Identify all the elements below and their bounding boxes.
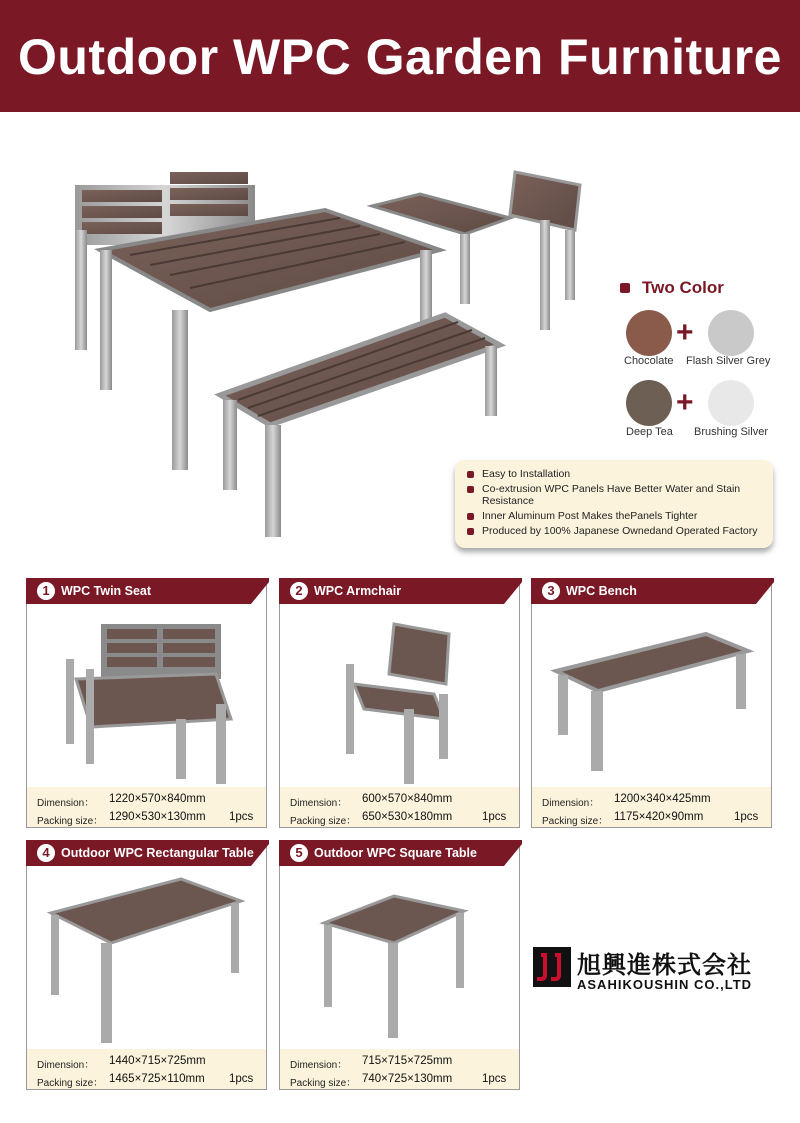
hero-armchair <box>510 172 580 330</box>
card-number: 4 <box>37 844 55 862</box>
features-box <box>455 460 773 548</box>
dimension-value: 600×570×840mm <box>362 793 453 805</box>
bench-image <box>536 609 769 787</box>
bullet-icon <box>467 528 474 535</box>
card-title: WPC Armchair <box>314 584 402 598</box>
card-specs: Dimension： 715×715×725mm Packing size： 740×725×130mm 1pcs <box>280 1049 519 1089</box>
swatch-brushing-silver <box>708 380 754 426</box>
dimension-value: 1200×340×425mm <box>614 793 711 805</box>
product-card-bench <box>531 578 772 828</box>
feature-item: Produced by 100% Japanese Ownedand Operated Factory <box>467 525 763 537</box>
quantity-value: 1pcs <box>229 1073 254 1085</box>
swatch-label-deep-tea: Deep Tea <box>626 426 673 438</box>
card-specs: Dimension： 600×570×840mm Packing size： 650×530×180mm 1pcs <box>280 787 519 827</box>
page-title: Outdoor WPC Garden Furniture <box>18 29 782 85</box>
product-card-square-table <box>279 840 520 1090</box>
card-header <box>26 840 269 866</box>
dimension-value: 1220×570×840mm <box>109 793 206 805</box>
packing-value: 1290×530×130mm <box>109 811 206 823</box>
packing-value: 1175×420×90mm <box>614 811 704 823</box>
dimension-value: 1440×715×725mm <box>109 1055 206 1067</box>
color-options <box>620 272 790 452</box>
packing-value: 650×530×180mm <box>362 811 453 823</box>
bullet-icon <box>467 471 474 478</box>
card-title: Outdoor WPC Square Table <box>314 846 477 860</box>
bullet-icon <box>467 513 474 520</box>
swatch-deep-tea <box>626 380 672 426</box>
product-card-rectangular-table <box>26 840 267 1090</box>
company-logo <box>533 945 773 995</box>
logo-mark-icon <box>533 947 571 987</box>
packing-value: 1465×725×110mm <box>109 1073 205 1085</box>
company-name-en: ASAHIKOUSHIN CO.,LTD <box>577 977 753 992</box>
product-card-armchair <box>279 578 520 828</box>
card-header <box>26 578 269 604</box>
company-name-jp: 旭興進株式会社 <box>577 951 752 979</box>
quantity-value: 1pcs <box>734 811 759 823</box>
swatch-flash-silver-grey <box>708 310 754 356</box>
card-header <box>531 578 774 604</box>
bullet-icon <box>620 283 630 293</box>
bullet-icon <box>467 486 474 493</box>
card-title: WPC Twin Seat <box>61 584 152 598</box>
swatch-label-chocolate: Chocolate <box>624 355 674 367</box>
card-title: WPC Bench <box>566 584 637 598</box>
color-options-title: Two Color <box>642 278 724 297</box>
card-specs: Dimension： 1200×340×425mm Packing size： 1175×420×90mm 1pcs <box>532 787 771 827</box>
feature-item: Co-extrusion WPC Panels Have Better Water and Stain Resistance <box>467 483 763 507</box>
card-number: 1 <box>37 582 55 600</box>
plus-icon: + <box>676 386 694 419</box>
quantity-value: 1pcs <box>482 811 507 823</box>
card-number: 3 <box>542 582 560 600</box>
header-banner <box>0 0 800 112</box>
card-number: 5 <box>290 844 308 862</box>
feature-item: Easy to Installation <box>467 468 763 480</box>
dimension-value: 715×715×725mm <box>362 1055 453 1067</box>
feature-item: Inner Aluminum Post Makes thePanels Tighter <box>467 510 763 522</box>
quantity-value: 1pcs <box>482 1073 507 1085</box>
plus-icon: + <box>676 316 694 349</box>
card-header <box>279 578 522 604</box>
card-title: Outdoor WPC Rectangular Table <box>61 846 254 860</box>
packing-value: 740×725×130mm <box>362 1073 453 1085</box>
twin-seat-image <box>31 609 264 787</box>
swatch-label-flash-silver-grey: Flash Silver Grey <box>686 355 771 367</box>
card-specs: Dimension： 1440×715×725mm Packing size： 1465×725×110mm 1pcs <box>27 1049 266 1089</box>
quantity-value: 1pcs <box>229 811 254 823</box>
armchair-image <box>284 609 517 787</box>
card-specs: Dimension： 1220×570×840mm Packing size： 1290×530×130mm 1pcs <box>27 787 266 827</box>
swatch-label-brushing-silver: Brushing Silver <box>694 426 768 438</box>
rectangular-table-image <box>31 871 264 1049</box>
square-table-image <box>284 871 517 1049</box>
card-number: 2 <box>290 582 308 600</box>
product-card-twin-seat <box>26 578 267 828</box>
card-header <box>279 840 522 866</box>
swatch-chocolate <box>626 310 672 356</box>
